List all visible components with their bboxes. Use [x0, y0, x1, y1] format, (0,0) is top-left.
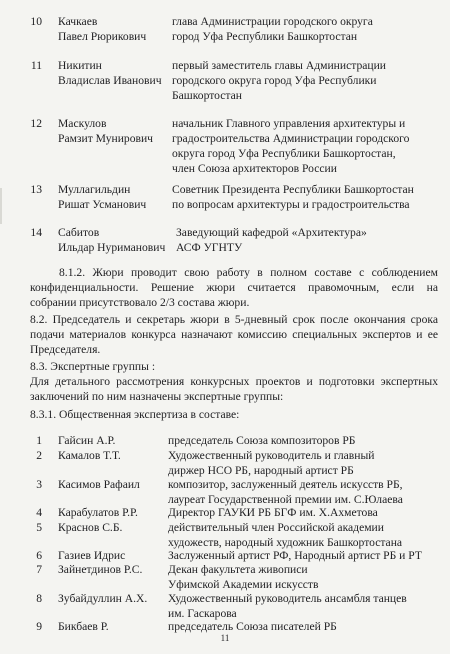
member-description: городского округа город Уфа Республики [172, 74, 377, 87]
member-description: первый заместитель главы Администрации [172, 59, 387, 72]
expert-description: Художественный руководитель и главный [168, 449, 375, 462]
clause-8-1-2-line: 8.1.2. Жюри проводит свою работу в полном составе с соблюдением [59, 266, 438, 279]
member-description: глава Администрации городского округа [172, 15, 373, 28]
scan-edge-mark [0, 188, 2, 224]
expert-description: композитор, заслуженный деятель искусств РБ, [168, 478, 403, 491]
page-number: 11 [220, 633, 230, 643]
member-description: Заведующий кафедрой «Архитектура» [176, 226, 367, 239]
expert-name: Краснов С.Б. [58, 521, 123, 534]
member-description: по вопросам архитектуры и градостроительства [172, 198, 410, 211]
expert-name: Газиев Идрис [58, 549, 126, 562]
expert-name: Карабулатов Р.Р. [58, 506, 138, 519]
expert-number: 1 [36, 434, 42, 447]
member-number: 11 [30, 59, 42, 72]
member-description: Советник Президента Республики Башкортостан [172, 183, 414, 196]
member-name: Качкаев [58, 15, 98, 28]
expert-description: Уфимской Академии искусств [168, 578, 319, 591]
clause-8-2-line: Председателя. [30, 343, 101, 356]
member-number: 10 [30, 15, 42, 28]
clause-8-1-2-line: собрании присутствовало 2/3 состава жюри. [30, 296, 250, 309]
member-name: Маскулов [58, 117, 107, 130]
member-name: Ильдар Нуриманович [58, 241, 166, 254]
expert-description: Заслуженный артист РФ, Народный артист РБ и РТ [168, 549, 422, 562]
expert-name: Зайнетдинов Р.С. [58, 563, 143, 576]
expert-name: Зубайдуллин А.Х. [58, 592, 148, 605]
expert-description: лауреат Государственной премии им. С.Юлаева [168, 493, 403, 506]
clause-8-3-1-heading: 8.3.1. Общественная экспертиза в составе: [30, 408, 240, 421]
member-number: 13 [30, 183, 42, 196]
member-name: Сабитов [58, 226, 100, 239]
expert-description: Художественный руководитель ансамбля танцев [168, 592, 407, 605]
expert-name: Касимов Рафаил [58, 478, 140, 491]
member-description: АСФ УГНТУ [176, 241, 243, 254]
clause-8-3-line: заключений по ним назначены экспертные группы: [30, 390, 284, 403]
expert-name: Камалов Т.Т. [58, 449, 121, 462]
expert-description: Декан факультета живописи [168, 563, 308, 576]
member-name: Муллагильдин [58, 183, 131, 196]
expert-description: Директор ГАУКИ РБ БГФ им. Х.Ахметова [168, 506, 378, 519]
expert-description: председатель Союза писателей РБ [168, 620, 337, 633]
member-description: начальник Главного управления архитектуры и [172, 117, 406, 130]
expert-number: 2 [36, 449, 42, 462]
member-number: 12 [30, 117, 42, 130]
member-description: член Союза архитекторов России [172, 162, 337, 175]
member-name: Ришат Усманович [58, 198, 147, 211]
expert-description: председатель Союза композиторов РБ [168, 434, 356, 447]
expert-description: художеств, народный художник Башкортостана [168, 536, 403, 549]
expert-number: 9 [36, 620, 42, 633]
expert-description: диржер НСО РБ, народный артист РБ [168, 464, 354, 477]
clause-8-2-line: 8.2. Председатель и секретарь жюри в 5-дневный срок после окончания срока [30, 313, 438, 326]
expert-description: им. Гаскарова [168, 607, 237, 620]
expert-number: 3 [36, 478, 42, 491]
expert-name: Бикбаев Р. [58, 620, 109, 633]
clause-8-3-line: 8.3. Экспертные группы : [30, 360, 156, 373]
clause-8-3-line: Для детального рассмотрения конкурсных проектов и подготовки экспертных [30, 375, 438, 388]
expert-number: 7 [36, 563, 42, 576]
expert-number: 4 [36, 506, 42, 519]
member-description: округа город Уфа Республики Башкортостан, [172, 147, 396, 160]
expert-description: действительный член Российской академии [168, 521, 384, 534]
expert-number: 8 [36, 592, 42, 605]
member-name: Рамзит Мунирович [58, 132, 154, 145]
member-name: Владислав Иванович [58, 74, 162, 87]
member-description: Башкортостан [172, 89, 242, 102]
clause-8-2-line: подачи материалов конкурса назначают комиссию специальных экспертов и ее [30, 328, 438, 341]
member-description: город Уфа Республики Башкортостан [172, 30, 358, 43]
member-description: градостроительства Администрации городского [172, 132, 410, 145]
expert-number: 6 [36, 549, 42, 562]
member-name: Павел Рюрикович [58, 30, 147, 43]
member-number: 14 [30, 226, 42, 239]
clause-8-1-2-line: конфиденциальности. Решение жюри считается правомочным, если на [30, 281, 438, 294]
expert-number: 5 [36, 521, 42, 534]
expert-name: Гайсин А.Р. [58, 434, 116, 447]
member-name: Никитин [58, 59, 102, 72]
